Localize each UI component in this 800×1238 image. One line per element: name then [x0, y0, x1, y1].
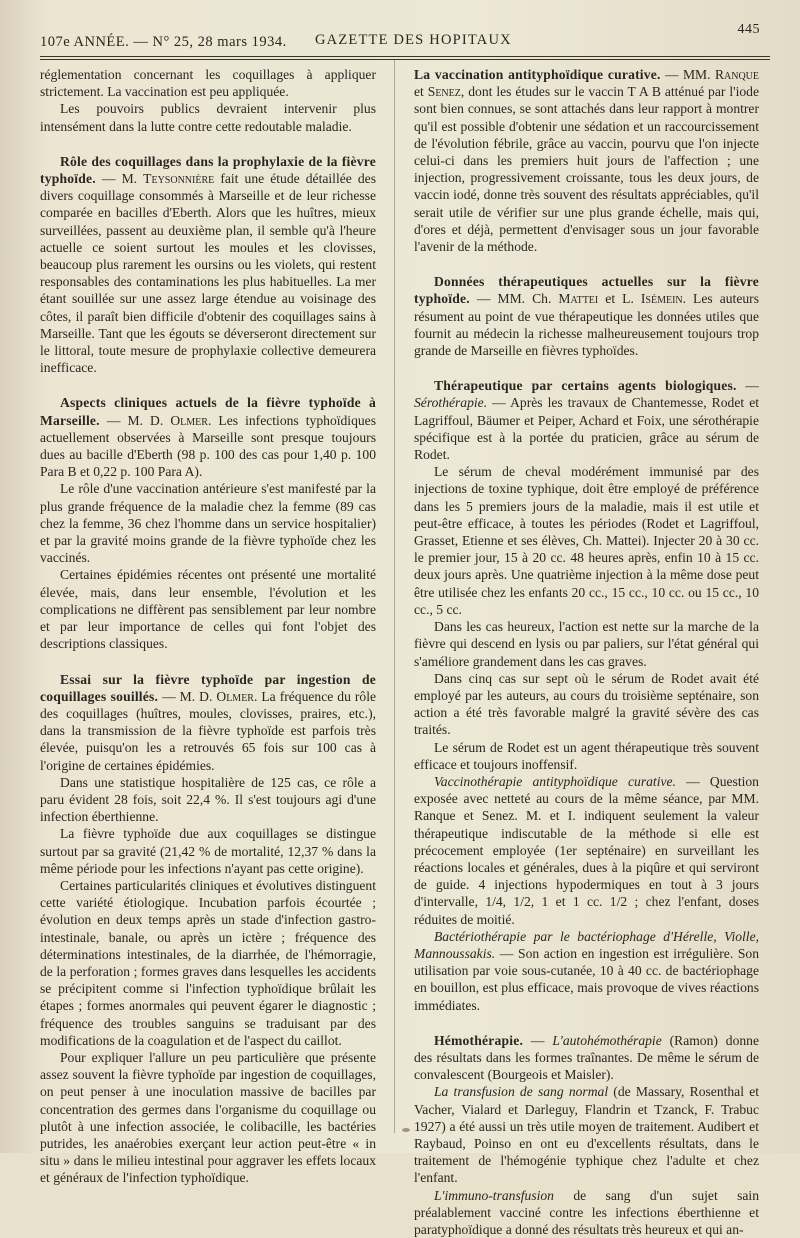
- header-rule: [40, 56, 770, 60]
- paragraph: Vaccinothérapie antityphoïdique curative. — Question exposée avec netteté au cours de la même séance, par MM. Ranque et Senez. M. et I. indiquent seulement la valeur thérapeutique indiscutable de la méthode si elle est précocement employée (1er septénaire) en surveillant les réactions locales et générales, dues à la piqûre et qui serviront de guide. 4 injections hypodermiques en tout à 3 jours d'intervalle, 1/4, 1/2, 1 et 1 cc. 1/2 ; chez l'enfant, doses réduites de moitié.: [414, 773, 759, 927]
- section-hemotherapie: Hémothérapie. — L'autohémothérapie (Ramon) donne des résultats dans les formes traînantes. De même le sérum de convalescent (Bourgeois et Maisler).: [414, 1032, 759, 1083]
- paragraph: L'immuno-transfusion de sang d'un sujet sain préalablement vacciné contre les infections éberthienne et paratyphoïdique a donné des résultats très heureux et qui an-: [414, 1187, 759, 1237]
- page-header: [40, 22, 770, 56]
- right-column: [414, 66, 759, 1238]
- section-aspects-cliniques: Aspects cliniques actuels de la fièvre typhoïde à Marseille. — M. D. Olmer. Les infections typhoïdiques actuellement observées à Marseille sont presque toujours dues au bacille d'Eberth (98 p. 100 des cas pour 1,40 p. 100 Para B et 0,22 p. 100 Para A).: [40, 395, 377, 480]
- paragraph: réglementation concernant les coquillages à appliquer strictement. La vaccination est peu appliquée.: [40, 67, 376, 100]
- section-essai-coquillages: Essai sur la fièvre typhoïde par ingestion de coquillages souillés. — M. D. Olmer. La fréquence du rôle des coquillages (huîtres, moules, clovisses, praires, etc.), dans la transmission de la fièvre typhoïde est parfois très élevée, puisqu'on les a retrouvés 65 fois sur 100 cas à l'origine de certaines épidémies.: [40, 671, 377, 773]
- issue-info: 107e ANNÉE. — N° 25, 28 mars 1934.: [40, 34, 287, 50]
- author: Isémein: [640, 291, 683, 307]
- subsection-title: Sérothérapie.: [414, 395, 488, 411]
- paragraph: Les pouvoirs publics devraient intervenir plus intensément dans la lutte contre cette redoutable maladie.: [40, 101, 376, 134]
- paragraph: Certaines épidémies récentes ont présenté une mortalité élevée, mais, dans leur ensemble, l'évolution et les complications ne diffèrent pas sensiblement par leur nombre et par leur importance de celles qui font l'objet des descriptions classiques.: [40, 567, 376, 652]
- paragraph: Bactériothérapie par le bactériophage d'Hérelle, Violle, Mannoussakis. — Son action en ingestion est irrégulière. Son utilisation par voie sous-cutanée, 10 à 40 cc. de bactériophage en bouillon, est plus efficace, mais provoque de vives réactions immédiates.: [414, 928, 759, 1013]
- section-title: La vaccination antityphoïdique curative.: [414, 67, 661, 82]
- author: Olmer: [216, 688, 254, 704]
- section-donnees-therapeutiques: Données thérapeutiques actuelles sur la fièvre typhoïde. — MM. Ch. Mattei et L. Isémein. Les auteurs résument au point de vue thérapeutique les données utiles que fournit au médecin la richesse malheureusement toujours trop grande de Marseille en fièvres typhoïdes.: [414, 274, 759, 359]
- paragraph: Le rôle d'une vaccination antérieure s'est manifesté par la plus grande fréquence de la maladie chez la femme (89 cas chez la femme, 36 chez l'homme dans un service hospitalier) et par la gravité moins grande de la fièvre typhoïde chez les vaccinés.: [40, 481, 376, 566]
- author: Olmer: [170, 412, 208, 428]
- column-divider: [394, 60, 395, 1133]
- author: Mattei: [558, 291, 599, 307]
- section-title: Rôle des coquillages dans la prophylaxie de la fièvre typhoïde.: [40, 153, 376, 187]
- section-title: Données thérapeutiques actuelles sur la fièvre typhoïde.: [414, 274, 759, 307]
- section-title: Essai sur la fièvre typhoïde par ingestion de coquillages souillés.: [40, 671, 376, 704]
- paragraph: La fièvre typhoïde due aux coquillages se distingue surtout par sa gravité (21,42 % de mortalité, 12,37 % dans la même période pour les infections n'ayant pas cette origine).: [40, 826, 376, 876]
- ink-blot: [402, 1128, 410, 1132]
- paragraph: Dans une statistique hospitalière de 125 cas, ce rôle a paru évident 28 fois, soit 22,4 %. Il s'est toujours agi d'une infection éberthienne.: [40, 774, 376, 825]
- paragraph: Pour expliquer l'allure un peu particulière que présente assez souvent la fièvre typhoïde par ingestion de coquillages, on peut penser à une inoculation massive de bacilles par concentration des germes dans l'organisme du coquillage ou plutôt à une infection associée, le colibacille, les bactéries putrides, les anaérobies exerçant leur action peut-être « in situ » dans le milieu intestinal pour aggraver les effets locaux et généraux de l'infection typhoïdique.: [40, 1049, 376, 1186]
- paragraph: Le sérum de cheval modérément immunisé par des injections de toxine typhique, doit être employé de préférence dans les 5 premiers jours de la maladie, mais il est utile et peut-être efficace, à toutes les périodes (Rodet et Lagriffoul, Grasset, Etienne et ses élèves, Ch. Mattei). Injecter 20 à 30 cc. le premier jour, 15 à 20 cc. 48 heures après, enfin 10 à 15 cc. deux jours après. Une quatrième injection à la même dose peut être utilisée chez les enfants 20 cc., 15 cc., 10 cc. ou 15 cc., 10 cc., 5 cc.: [414, 464, 759, 617]
- author: Senez: [427, 84, 461, 100]
- subsection-title: L'immuno-transfusion: [434, 1187, 554, 1203]
- author: Teysonnière: [143, 171, 215, 187]
- subsection-title: La transfusion de sang normal: [434, 1084, 609, 1100]
- section-title: Hémothérapie.: [434, 1032, 524, 1048]
- paragraph: Le sérum de Rodet est un agent thérapeutique très souvent efficace et toujours inoffensif.: [414, 739, 759, 772]
- section-agents-biologiques: Thérapeutique par certains agents biologiques. — Sérothérapie. — Après les travaux de Chantemesse, Rodet et Lagriffoul, Bäumer et Peiper, Achard et Foix, une sérothérapie spécifique est à la portée du praticien, grâce au sérum de Rodet.: [414, 378, 759, 463]
- paragraph: Certaines particularités cliniques et évolutives distinguent cette variété étiologique. Incubation parfois écourtée ; évolution en deux temps après un stade d'infection gastro-intestinale, banale, ou après un ictère ; fréquence des déterminations intestinales, de la diarrhée, de l'hémorragie, de la perforation ; formes graves dans lesquelles les accidents se précipitent comme si l'infection typhoïdique brûlait les étapes ; formes anormales qui peuvent égarer le diagnostic ; fréquence des troubles sanguins se traduisant par des modifications de la coagulation et de l'aspect du caillot.: [40, 877, 376, 1048]
- section-teysonniere: Rôle des coquillages dans la prophylaxie de la fièvre typhoïde. — M. Teysonnière fait une étude détaillée des divers coquillage consommés à Marseille et de leur richesse comparée en bacilles d'Eberth. Alors que les huîtres, mieux surveillées, passent au deuxième plan, il semble qu'à l'heure actuelle ce soient surtout les moules et les clovisses, beaucoup plus rarement les oursins ou les violets, qui restent responsables des contaminations les plus habituelles. La mer étant souillée sur une assez large étendue au voisinage des côtes, il paraît bien difficile d'obtenir des coquillages sains à Marseille. Tant que les égouts se déverseront directement sur le littoral, toute mesure de prophylaxie collective demeurera inefficace.: [40, 153, 376, 376]
- page-number: 445: [737, 22, 760, 37]
- left-column: [40, 66, 376, 1187]
- subsection-title: Vaccinothérapie antityphoïdique curative.: [434, 773, 676, 789]
- subsection-title: Bactériothérapie par le bactériophage d'Hérelle, Violle, Mannoussakis.: [414, 928, 759, 961]
- author: Ranque: [714, 67, 759, 82]
- section-vaccination-curative: La vaccination antityphoïdique curative. — MM. Ranque et Senez, dont les études sur le vaccin T A B atténué par l'iode sont bien connues, se sont attachés dans leur rapport à montrer qu'il est possible d'obtenir une sédation et un raccourcissement de l'évolution fébrile, grâce au vaccin, pourvu que l'on injecte celui-ci dans les premiers huit jours de l'affection ; une injection, progressivement croissante, tous les deux jours, de vaccin iodé, donne très souvent des résultats appréciables, qu'il serait utile de vérifier sur une plus grande échelle, mais qui, d'ores et déjà, permettent d'envisager sous un jour favorable l'avenir de la méthode.: [414, 67, 759, 255]
- section-title: Thérapeutique par certains agents biologiques.: [434, 378, 737, 394]
- section-title: Aspects cliniques actuels de la fièvre typhoïde à Marseille.: [40, 395, 376, 428]
- paragraph: La transfusion de sang normal (de Massary, Rosenthal et Vacher, Vialard et Darleguy, Flandrin et Tzanck, F. Trabuc 1927) a été aussi un très utile moyen de traitement. Audibert et Raybaud, Poinso en ont eu d'excellents résultats, dans le traitement de l'hémogénie typhique chez l'adulte et chez l'enfant.: [414, 1084, 759, 1186]
- subsection-title: L'autohémothérapie: [552, 1032, 662, 1048]
- journal-title: GAZETTE DES HOPITAUX: [315, 32, 512, 48]
- paragraph: Dans les cas heureux, l'action est nette sur la marche de la fièvre qui descend en lysis ou par paliers, sur l'état général qui s'améliore grandement dans les cas graves.: [414, 619, 759, 669]
- paragraph: Dans cinq cas sur sept où le sérum de Rodet avait été employé par les auteurs, au cours du troisième septénaire, son action a été très favorable malgré la gravité sévère des cas traités.: [414, 670, 759, 738]
